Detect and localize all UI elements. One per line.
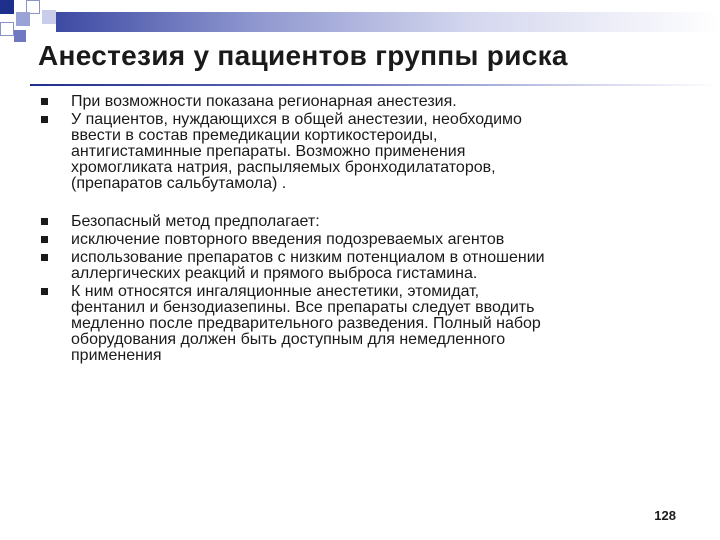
bullet-text: использование препаратов с низким потенциалом в отношении аллергических реакций и прямого выброса гистамина. (71, 249, 545, 282)
decorative-square (16, 12, 30, 26)
slide-title: Анестезия у пациентов группы риска (38, 40, 568, 71)
bullet-list (40, 94, 680, 364)
square-bullet-icon (41, 116, 48, 123)
bullet-item (40, 250, 680, 282)
square-bullet-icon (41, 98, 48, 105)
square-bullet-icon (41, 288, 48, 295)
decorative-square (14, 30, 26, 42)
decorative-square (42, 10, 56, 24)
square-bullet-icon (41, 218, 48, 225)
bullet-text: К ним относятся ингаляционные анестетики, этомидат, фентанил и бензодиазепины. Все препараты следует вводить медленно после предварительного разведения. Полный набор оборудования должен быть доступным для немедленного применения (71, 283, 541, 364)
decorative-square (0, 22, 14, 36)
bullet-item (40, 94, 680, 110)
slide-number: 128 (654, 508, 676, 523)
bullet-item (40, 112, 680, 192)
bullet-item (40, 232, 680, 248)
bullet-item (40, 214, 680, 230)
bullet-text: исключение повторного введения подозреваемых агентов (71, 231, 505, 248)
bullet-text: Безопасный метод предполагает: (71, 213, 320, 230)
top-gradient-band (56, 12, 720, 32)
square-bullet-icon (41, 236, 48, 243)
bullet-item (40, 284, 680, 364)
decorative-square (0, 0, 14, 14)
square-bullet-icon (41, 254, 48, 261)
title-underline (30, 84, 720, 86)
bullet-text: У пациентов, нуждающихся в общей анестезии, необходимо ввести в состав премедикации кортикостероиды, антигистаминные препараты. Возможно применения хромогликата натрия, распыляемых бронходилататоров, (препаратов сальбутамола) . (71, 111, 522, 192)
bullet-text: При возможности показана регионарная анестезия. (71, 93, 457, 110)
